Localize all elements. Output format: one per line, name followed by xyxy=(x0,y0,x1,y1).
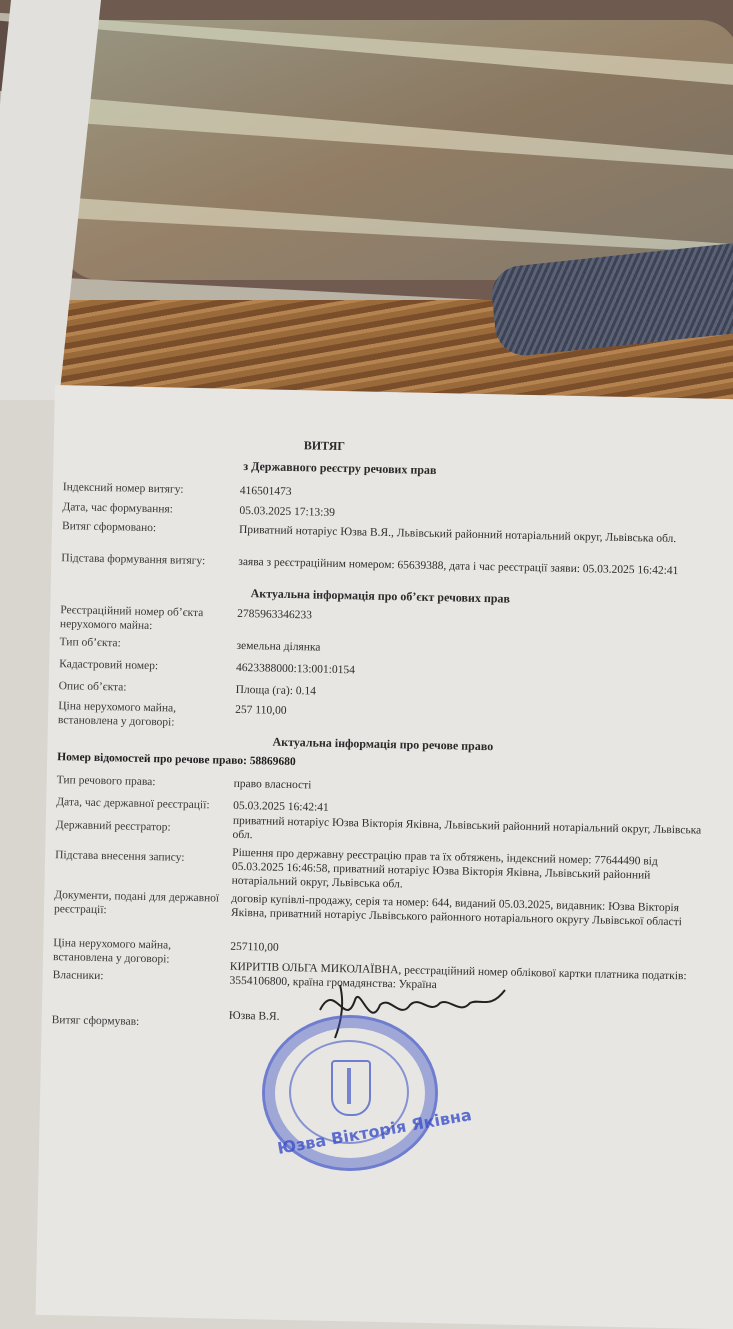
object-type-value: земельна ділянка xyxy=(236,639,321,654)
owners-label: Власники: xyxy=(52,969,104,983)
right-type-value: право власності xyxy=(233,777,312,792)
registrar-value: приватний нотаріус Юзва Вікторія Яківна, Львівський районний нотаріальний округ, Львівська обл. xyxy=(232,814,702,842)
index-number-label: Індексний номер витягу: xyxy=(62,481,184,496)
formed-date-value: 05.03.2025 17:13:39 xyxy=(239,504,336,519)
object-description-value: Площа (га): 0.14 xyxy=(235,683,317,698)
registration-date-label: Дата, час державної реєстрації: xyxy=(56,796,210,812)
background-photo xyxy=(0,0,733,400)
registrar-label: Державний реєстратор: xyxy=(55,819,171,834)
registration-date-value: 05.03.2025 16:42:41 xyxy=(233,799,329,814)
entry-basis-label: Підстава внесення запису: xyxy=(55,849,185,864)
formed-date-label: Дата, час формування: xyxy=(62,501,174,516)
cadastral-number-value: 4623388000:13:001:0154 xyxy=(235,661,356,677)
basis-label: Підстава формування витягу: xyxy=(61,552,206,568)
basis-value: заява з реєстраційним номером: 65639388, дата і час реєстрації заяви: 05.03.2025 16:42:41 xyxy=(238,555,679,578)
right-type-label: Тип речового права: xyxy=(56,774,156,789)
right-section-title: Актуальна інформація про речове право xyxy=(272,734,494,754)
documents-label: Документи, подані для державної реєстрації: xyxy=(53,889,220,917)
object-reg-number-value: 2785963346233 xyxy=(237,607,313,622)
object-description-label: Опис об’єкта: xyxy=(58,680,127,694)
stamp-text: Юзва Вікторія Яківна xyxy=(275,1105,473,1158)
owners-value: КИРИТІВ ОЛЬГА МИКОЛАЇВНА, реєстраційний номер облікової картки платника податків: 3554106800, країна громадянства: Україна xyxy=(229,960,687,992)
object-section-title: Актуальна інформація про об’єкт речових прав xyxy=(250,586,511,606)
formed-by-signature-value: Юзва В.Я. xyxy=(228,1009,280,1023)
index-number-value: 416501473 xyxy=(239,484,292,498)
right-price-label: Ціна нерухомого майна, встановлена у договорі: xyxy=(52,937,172,966)
object-price-value: 257 110,00 xyxy=(235,703,287,717)
trident-icon xyxy=(331,1060,371,1116)
object-type-label: Тип об’єкта: xyxy=(59,636,121,650)
right-price-value: 257110,00 xyxy=(230,940,279,954)
formed-by-signature-label: Витяг сформував: xyxy=(51,1014,140,1028)
documents-value: договір купівлі-продажу, серія та номер: 644, виданий 05.03.2025, видавник: Юзва Вікторія Яківна, приватний нотаріус Львівського районного нотаріального округу Львівської області xyxy=(230,892,683,929)
entry-basis-value: Рішення про державну реєстрацію прав та їх обтяжень, індексний номер: 77644490 від 05.03.2025 16:46:58, приватний нотаріус Юзва Вікторія Яківна, Львівський районний нотаріальний округ, Львівська обл. xyxy=(231,846,658,891)
extract-document xyxy=(36,385,733,1329)
object-price-label: Ціна нерухомого майна, встановлена у договорі: xyxy=(57,700,177,729)
object-reg-number-label: Реєстраційний номер об’єкта нерухомого майна: xyxy=(59,604,204,633)
document-title: ВИТЯГ xyxy=(303,438,346,454)
formed-by-value: Приватний нотаріус Юзва В.Я., Львівський районний нотаріальний округ, Львівська обл. xyxy=(238,523,677,546)
formed-by-label: Витяг сформовано: xyxy=(61,520,157,535)
document-subtitle: з Державного реєстру речових прав xyxy=(243,458,437,478)
cadastral-number-label: Кадастровий номер: xyxy=(59,658,159,673)
right-number: Номер відомостей про речове право: 58869680 xyxy=(57,751,296,769)
